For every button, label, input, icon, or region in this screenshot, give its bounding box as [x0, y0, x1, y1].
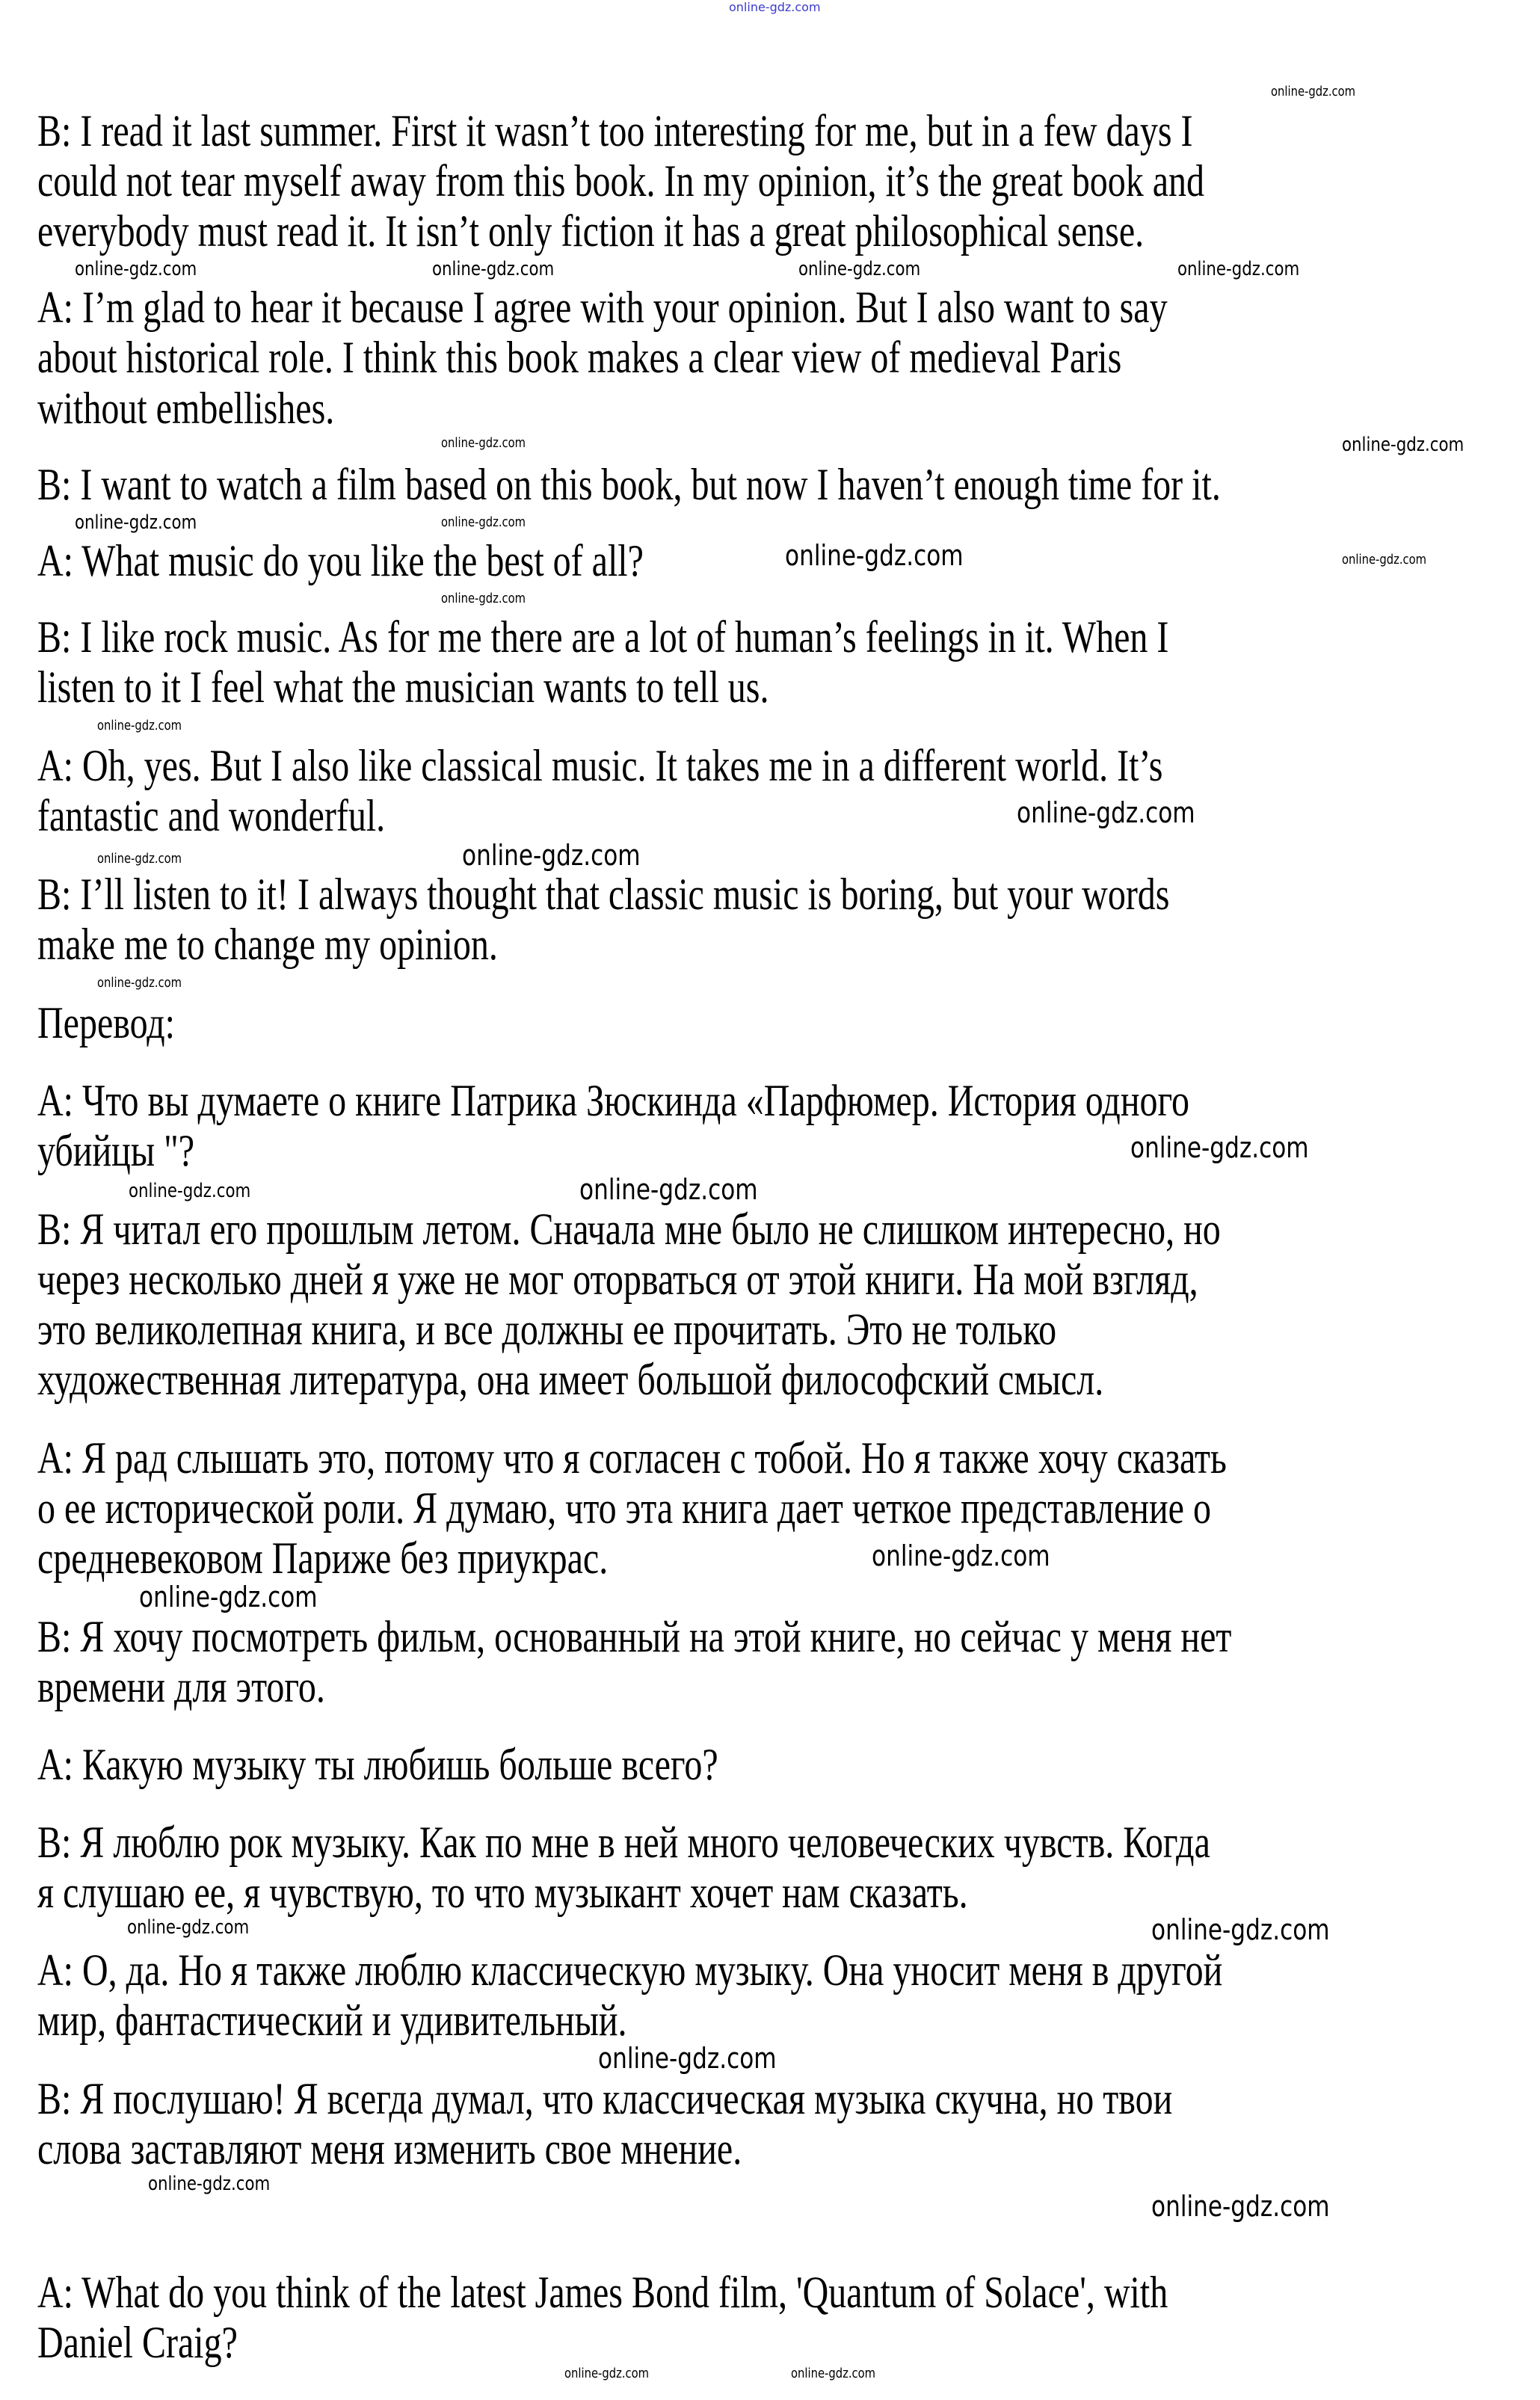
text-line: A: Какую музыку ты любишь больше всего? [37, 1740, 718, 1789]
text-line: B: I’ll listen to it! I always thought that classic music is boring, but your words [37, 870, 1170, 919]
watermark: online-gdz.com [1130, 1131, 1309, 1164]
translation-heading: Перевод: [37, 998, 175, 1047]
text-line: слова заставляют меня изменить свое мнение. [37, 2124, 742, 2173]
watermark: online-gdz.com [97, 851, 182, 867]
text-line: A: О, да. Но я также люблю классическую музыку. Она уносит меня в другой [37, 1945, 1223, 1995]
text-line: B: Я послушаю! Я всегда думал, что классическая музыка скучна, но твои [37, 2074, 1173, 2123]
watermark: online-gdz.com [441, 514, 526, 530]
text-line: художественная литература, она имеет большой философский смысл. [37, 1355, 1104, 1404]
text-line: B: I like rock music. As for me there are a lot of human’s feelings in it. When I [37, 612, 1169, 662]
watermark: online-gdz.com [1151, 2190, 1330, 2223]
watermark: online-gdz.com [1342, 434, 1464, 456]
text-line: could not tear myself away from this book. In my opinion, it’s the great book and [37, 156, 1205, 206]
text-line: A: What do you think of the latest James Bond film, 'Quantum of Solace', with [37, 2268, 1168, 2317]
text-line: о ее исторической роли. Я думаю, что эта книга дает четкое представление о [37, 1483, 1211, 1533]
header-watermark: online-gdz.com [729, 0, 821, 14]
watermark: online-gdz.com [441, 591, 526, 606]
text-line: make me to change my opinion. [37, 920, 498, 969]
text-line: A: Что вы думаете о книге Патрика Зюскинда «Парфюмер. История одного [37, 1076, 1190, 1125]
text-line: убийцы "? [37, 1126, 194, 1175]
text-line: fantastic and wonderful. [37, 791, 386, 840]
text-line: without embellishes. [37, 384, 335, 433]
watermark: online-gdz.com [798, 258, 921, 280]
text-line: времени для этого. [37, 1662, 325, 1711]
watermark: online-gdz.com [75, 258, 197, 280]
watermark: online-gdz.com [791, 2366, 876, 2381]
text-line: Daniel Craig? [37, 2318, 238, 2367]
text-line: about historical role. I think this book makes a clear view of medieval Paris [37, 333, 1122, 382]
text-line: A: Я рад слышать это, потому что я согласен с тобой. Но я также хочу сказать [37, 1433, 1227, 1483]
watermark: online-gdz.com [148, 2173, 271, 2195]
watermark: online-gdz.com [579, 1173, 758, 1206]
text-line: A: What music do you like the best of all? [37, 536, 644, 585]
watermark: online-gdz.com [1177, 258, 1300, 280]
watermark: online-gdz.com [97, 975, 182, 991]
watermark: online-gdz.com [564, 2366, 650, 2381]
watermark: online-gdz.com [441, 435, 526, 451]
text-line: B: Я люблю рок музыку. Как по мне в ней много человеческих чувств. Когда [37, 1818, 1210, 1867]
text-line: B: I want to watch a film based on this book, but now I haven’t enough time for it. [37, 460, 1221, 509]
text-line: B: Я хочу посмотреть фильм, основанный на этой книге, но сейчас у меня нет [37, 1612, 1232, 1661]
watermark: online-gdz.com [127, 1916, 250, 1939]
watermark: online-gdz.com [872, 1539, 1050, 1572]
text-line: listen to it I feel what the musician wants to tell us. [37, 662, 769, 712]
text-line: мир, фантастический и удивительный. [37, 1996, 627, 2045]
watermark: online-gdz.com [129, 1180, 251, 1202]
watermark: online-gdz.com [432, 258, 555, 280]
text-line: это великолепная книга, и все должны ее прочитать. Это не только [37, 1305, 1057, 1354]
watermark: online-gdz.com [462, 839, 641, 872]
text-line: B: Я читал его прошлым летом. Сначала мне было не слишком интересно, но [37, 1204, 1221, 1254]
watermark: online-gdz.com [1151, 1913, 1330, 1946]
watermark: online-gdz.com [598, 2042, 777, 2075]
watermark: online-gdz.com [1342, 552, 1427, 567]
watermark: online-gdz.com [75, 511, 197, 534]
watermark: online-gdz.com [1017, 796, 1195, 829]
watermark: online-gdz.com [785, 539, 964, 572]
text-line: я слушаю ее, я чувствую, то что музыкант хочет нам сказать. [37, 1868, 968, 1917]
text-line: B: I read it last summer. First it wasn’t too interesting for me, but in a few days I [37, 106, 1193, 156]
watermark: online-gdz.com [139, 1581, 318, 1613]
watermark: online-gdz.com [97, 718, 182, 733]
text-line: everybody must read it. It isn’t only fiction it has a great philosophical sense. [37, 206, 1145, 256]
watermark: online-gdz.com [1271, 84, 1356, 99]
text-line: A: Oh, yes. But I also like classical music. It takes me in a different world. It’s [37, 741, 1163, 790]
text-line: средневековом Париже без приукрас. [37, 1533, 609, 1583]
text-line: через несколько дней я уже не мог оторваться от этой книги. На мой взгляд, [37, 1255, 1198, 1304]
text-line: A: I’m glad to hear it because I agree with your opinion. But I also want to say [37, 283, 1168, 332]
